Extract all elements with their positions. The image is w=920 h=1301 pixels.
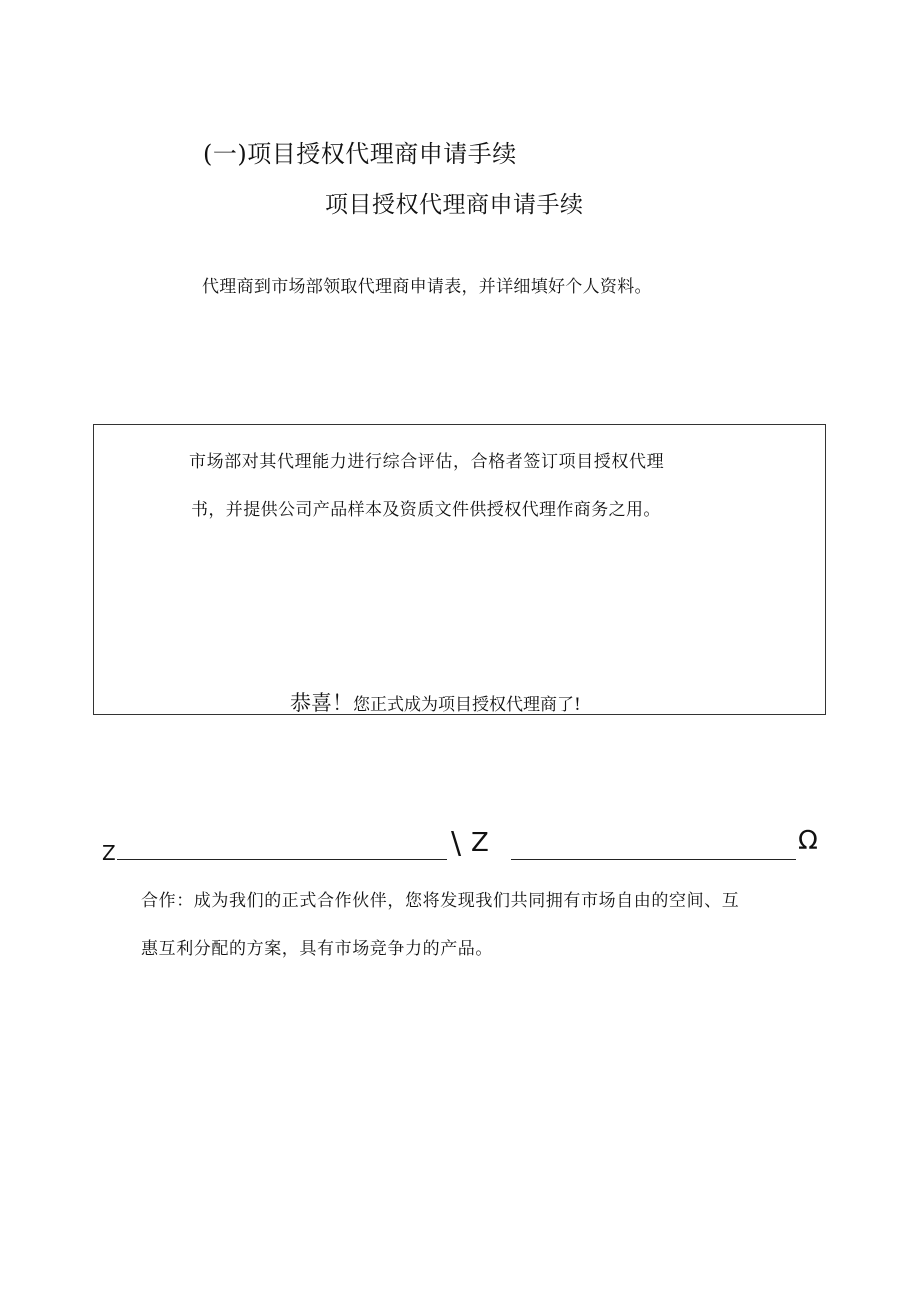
box-text-line-1: 市场部对其代理能力进行综合评估，合格者签订项目授权代理 bbox=[189, 452, 665, 472]
backslash-mark: \ bbox=[451, 826, 462, 861]
underline-rule-right bbox=[511, 859, 796, 860]
z-mark-large: Z bbox=[471, 828, 489, 858]
underline-rule-left bbox=[117, 859, 447, 860]
cooperation-line-1: 合作：成为我们的正式合作伙伴，您将发现我们共同拥有市场自由的空间、互 bbox=[141, 891, 740, 911]
box-text-line-2: 书，并提供公司产品样本及资质文件供授权代理作商务之用。 bbox=[191, 500, 661, 520]
section-heading: (一)项目授权代理商申请手续 bbox=[203, 140, 517, 168]
step-paragraph: 代理商到市场部领取代理商申请表，并详细填好个人资料。 bbox=[202, 277, 652, 297]
congratulation-text bbox=[290, 687, 581, 717]
z-mark: Z bbox=[102, 841, 116, 865]
page-title: 项目授权代理商申请手续 bbox=[325, 192, 584, 218]
process-box bbox=[93, 424, 826, 715]
omega-mark: Ω bbox=[798, 826, 818, 856]
congrats-message: 您正式成为项目授权代理商了! bbox=[353, 695, 581, 715]
congrats-exclaim: 恭喜！ bbox=[290, 691, 353, 715]
cooperation-line-2: 惠互利分配的方案，具有市场竞争力的产品。 bbox=[141, 939, 493, 959]
